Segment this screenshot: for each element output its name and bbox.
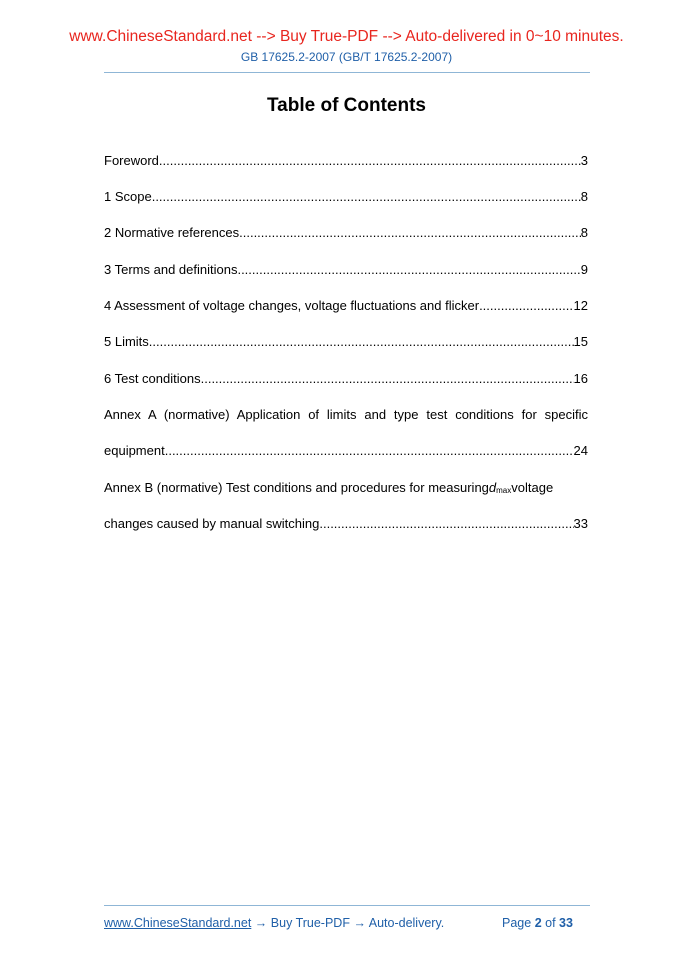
toc-entry-label: 5 Limits [104,334,149,349]
leader-dots [152,189,581,204]
page-word: Page [502,916,532,930]
leader-dots [479,298,573,313]
toc-entry-label: 3 Terms and definitions [104,262,238,277]
delivery-text: Auto-delivery. [368,916,445,930]
leader-dots [319,516,573,531]
footer-links [104,916,444,930]
toc-entry-label: equipment [104,443,165,458]
toc-entry-label: Foreword [104,153,159,168]
toc-entry-label: changes caused by manual switching [104,516,320,531]
toc-entry-page: 16 [573,371,588,386]
arrow-right-icon: → [353,916,366,930]
leader-dots [149,334,574,349]
toc-entry-page: 8 [580,225,588,240]
header-divider [104,72,590,73]
toc-entry-limits[interactable] [104,334,588,352]
page-current: 2 [534,916,542,930]
toc-entry-annex-b[interactable] [104,516,588,534]
toc-entry-annex-b-line1[interactable] [104,480,588,498]
dmax-subscript: max [496,486,512,495]
leader-dots [159,153,581,168]
page-total: 33 [559,916,573,930]
dmax-symbol: d [488,480,497,495]
toc-entry-page: 24 [573,443,588,458]
page-of: of [545,916,556,930]
toc-entry-page: 9 [580,262,588,277]
page-indicator [502,916,573,930]
toc-entry-normative-references[interactable] [104,225,588,243]
standard-number: GB 17625.2-2007 (GB/T 17625.2-2007) [240,50,453,64]
toc-entry-label: 6 Test conditions [104,371,201,386]
toc-entry-page: 3 [580,153,588,168]
toc-entry-scope[interactable] [104,189,588,207]
toc-entry-label: Annex B (normative) Test conditions and procedures for measuring [104,480,489,495]
site-link[interactable]: www.ChineseStandard.net [104,916,252,930]
toc-entry-annex-a[interactable] [104,443,588,461]
toc-entry-label: 2 Normative references [104,225,240,240]
arrow-right-icon: → [254,916,268,930]
toc-entry-page: 8 [580,189,588,204]
toc-entry-label-cont: voltage [511,480,554,495]
toc-entry-label: 4 Assessment of voltage changes, voltage fluctuations and flicker [104,298,480,313]
toc-entry-foreword[interactable] [104,153,588,171]
buy-link[interactable]: Buy True-PDF [270,916,350,930]
leader-dots [237,262,580,277]
toc-entry-test-conditions[interactable] [104,371,588,389]
promo-banner[interactable]: www.ChineseStandard.net --> Buy True-PDF --> Auto-delivered in 0~10 minutes. [69,28,624,45]
toc-entry-label: 1 Scope [104,189,152,204]
leader-dots [239,225,581,240]
toc-entry-page: 33 [573,516,588,531]
toc-entry-annex-a-line1[interactable]: Annex A (normative) Application of limits and type test conditions for specific [104,407,588,422]
toc-entry-assessment[interactable] [104,298,588,316]
toc-entry-page: 15 [573,334,588,349]
footer-divider [104,905,590,906]
leader-dots [201,371,574,386]
toc-entry-page: 12 [573,298,588,313]
page-title: Table of Contents [266,95,427,116]
toc-entry-terms-definitions[interactable] [104,262,588,280]
leader-dots [165,443,574,458]
